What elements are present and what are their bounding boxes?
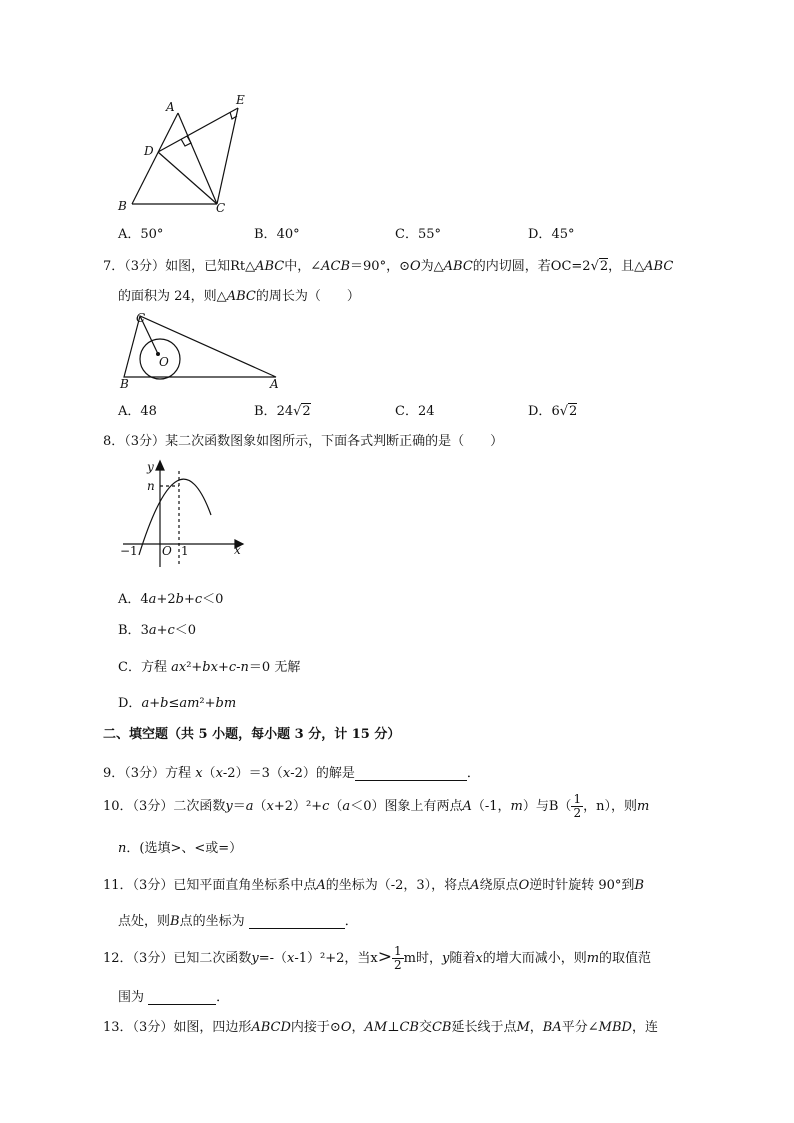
q7-line2: 的面积为 24，则△ABC的周长为（ ） bbox=[118, 289, 360, 304]
q6-option-c: C．55° bbox=[395, 227, 441, 242]
sqrt-symbol: √ bbox=[590, 259, 599, 274]
parabola-figure-q8 bbox=[115, 455, 255, 575]
q7-option-d: D．6√2 bbox=[528, 404, 578, 419]
label-a: A bbox=[270, 377, 279, 391]
q8-stem: 8．（3分）某二次函数图象如图所示，下面各式判断正确的是（ ） bbox=[103, 434, 504, 449]
segment-dc bbox=[158, 152, 217, 204]
q6-option-d: D．45° bbox=[528, 227, 575, 242]
q8-option-a: A．4a+2b+c＜0 bbox=[118, 592, 224, 607]
label-x: x bbox=[234, 543, 241, 557]
label-b: B bbox=[120, 377, 129, 391]
segment-ec bbox=[217, 108, 238, 204]
q8-option-b: B．3a+c＜0 bbox=[118, 623, 197, 638]
answer-blank[interactable] bbox=[249, 914, 345, 929]
fraction: $\frac{1}{2}$ bbox=[573, 792, 582, 820]
segment-ac bbox=[178, 113, 217, 204]
label-o: O bbox=[159, 355, 169, 369]
y-axis-arrow bbox=[156, 461, 164, 470]
q13-line1: 13．（3分）如图，四边形ABCD内接于⊙O，AM⊥CB交CB延长线于点M，BA平分∠MBD，连 bbox=[103, 1020, 658, 1035]
q7-line1: 7．（3分）如图，已知Rt△ABC中，∠ACB＝90°，⊙O为△ABC的内切圆，若OC=2√2，且△ABC bbox=[103, 259, 674, 274]
label-e: E bbox=[236, 93, 245, 107]
q6-option-a: A．50° bbox=[118, 227, 164, 242]
q7-option-c: C．24 bbox=[395, 404, 435, 419]
q7-option-a: A．48 bbox=[118, 404, 157, 419]
q7-option-b: B．24√2 bbox=[254, 404, 311, 419]
label-o: O bbox=[162, 544, 172, 558]
fraction: $\frac{1}{2}$ bbox=[393, 944, 402, 972]
answer-blank[interactable] bbox=[355, 766, 467, 781]
q8-option-c: C．方程 ax²+bx+c-n＝0 无解 bbox=[118, 660, 301, 675]
q8-option-d: D．a+b≤am²+bm bbox=[118, 696, 237, 711]
q9: 9．（3分）方程 x（x-2）＝3（x-2）的解是 ． bbox=[103, 766, 480, 781]
label-d: D bbox=[144, 144, 154, 158]
q12-line1: 12．（3分）已知二次函数y=-（x-1）²+2，当x> $\frac{1}{2}$ m时，y随着x的增大而减小，则m的取值范 bbox=[103, 944, 652, 972]
q6-option-b: B．40° bbox=[254, 227, 300, 242]
q11-line1: 11．（3分）已知平面直角坐标系中点A的坐标为（-2，3），将点A绕原点O逆时针旋转 90°到B bbox=[103, 878, 644, 893]
right-angle-mark-f bbox=[181, 136, 191, 146]
triangle-abc bbox=[124, 316, 276, 377]
q10-line1: 10．（3分）二次函数y＝a（x+2）²+c（a＜0）图象上有两点A（-1，m）与B（ $\frac{1}{2}$ ，n），则m bbox=[103, 792, 650, 820]
q11-line2: 点处，则B点的坐标为 ． bbox=[118, 914, 358, 929]
section-heading: 二、填空题（共 5 小题，每小题 3 分，计 15 分） bbox=[103, 727, 401, 742]
label-y: y bbox=[147, 460, 154, 474]
label-c: C bbox=[136, 311, 146, 325]
segment-ab bbox=[132, 113, 178, 204]
triangle-figure-q6 bbox=[110, 88, 260, 218]
label-n: n bbox=[147, 479, 155, 493]
label-b: B bbox=[118, 199, 127, 213]
answer-blank[interactable] bbox=[148, 990, 216, 1005]
q10-line2: n．(选填>、<或=） bbox=[118, 841, 243, 856]
q12-line2: 围为 ． bbox=[118, 990, 230, 1005]
label-c: C bbox=[216, 201, 226, 215]
label-a: A bbox=[166, 100, 175, 114]
label-neg1: −1 bbox=[120, 544, 138, 558]
label-one: 1 bbox=[181, 544, 189, 558]
incircle-figure-q7 bbox=[110, 308, 290, 392]
